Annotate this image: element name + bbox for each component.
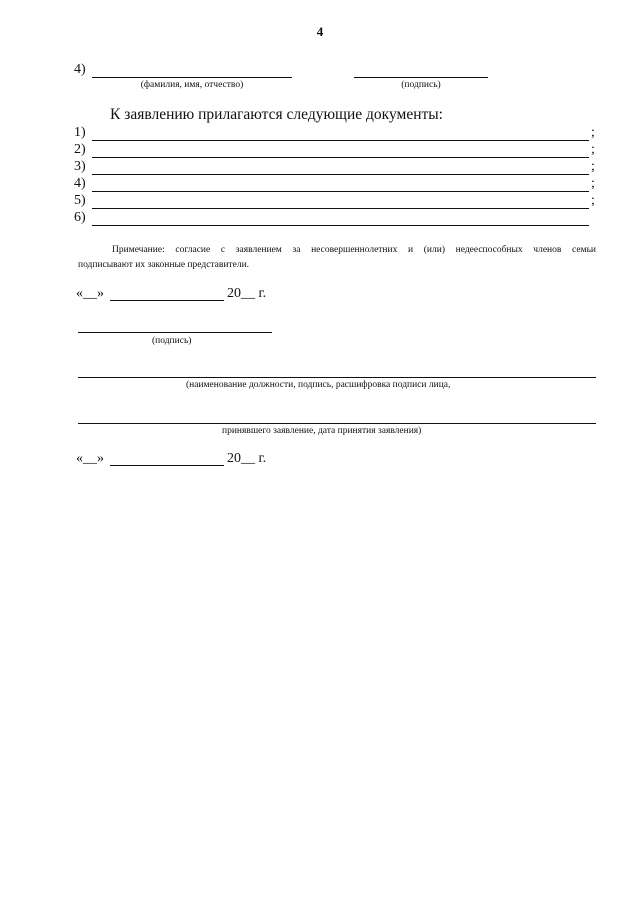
attachment-line[interactable] [92,191,589,192]
page-number: 4 [316,24,324,39]
date1-day: «__» [76,286,104,301]
signer-name-line[interactable] [92,77,292,78]
attachment-line[interactable] [92,208,589,209]
signature2-line[interactable] [78,332,272,333]
note-line-2: подписывают их законные представители. [78,260,250,270]
attachment-end: ; [591,159,595,174]
official-caption-1: (наименование должности, подпись, расшифровка подписи лица, [186,380,451,390]
attachments-heading: К заявлению прилагаются следующие документы: [110,106,443,123]
date1-month-line[interactable] [110,300,224,301]
signer-signature-caption: (подпись) [401,80,441,90]
attachment-end: ; [591,193,595,208]
date2-day: «__» [76,451,104,466]
attachment-line[interactable] [92,225,589,226]
official-caption-2: принявшего заявление, дата принятия заявления) [222,426,422,436]
date1-year: 20__ г. [227,286,267,301]
signer-name-caption: (фамилия, имя, отчество) [140,80,244,90]
attachment-number: 2) [74,142,86,157]
attachment-line[interactable] [92,157,589,158]
official-line-2[interactable] [78,423,596,424]
attachment-number: 6) [74,210,86,225]
signer-signature-line[interactable] [354,77,488,78]
attachment-end: ; [591,142,595,157]
date2-month-line[interactable] [110,465,224,466]
attachment-number: 3) [74,159,86,174]
attachment-number: 5) [74,193,86,208]
attachment-number: 1) [74,125,86,140]
attachment-end: ; [591,125,595,140]
attachment-end: ; [591,176,595,191]
signature2-caption: (подпись) [152,336,192,346]
note-line-1: Примечание: согласие с заявлением за несовершеннолетних и (или) недееспособных членов семьи [112,245,596,255]
official-line-1[interactable] [78,377,596,378]
attachment-line[interactable] [92,174,589,175]
date2-year: 20__ г. [227,451,267,466]
attachment-line[interactable] [92,140,589,141]
attachment-number: 4) [74,176,86,191]
signer-number: 4) [74,62,86,77]
